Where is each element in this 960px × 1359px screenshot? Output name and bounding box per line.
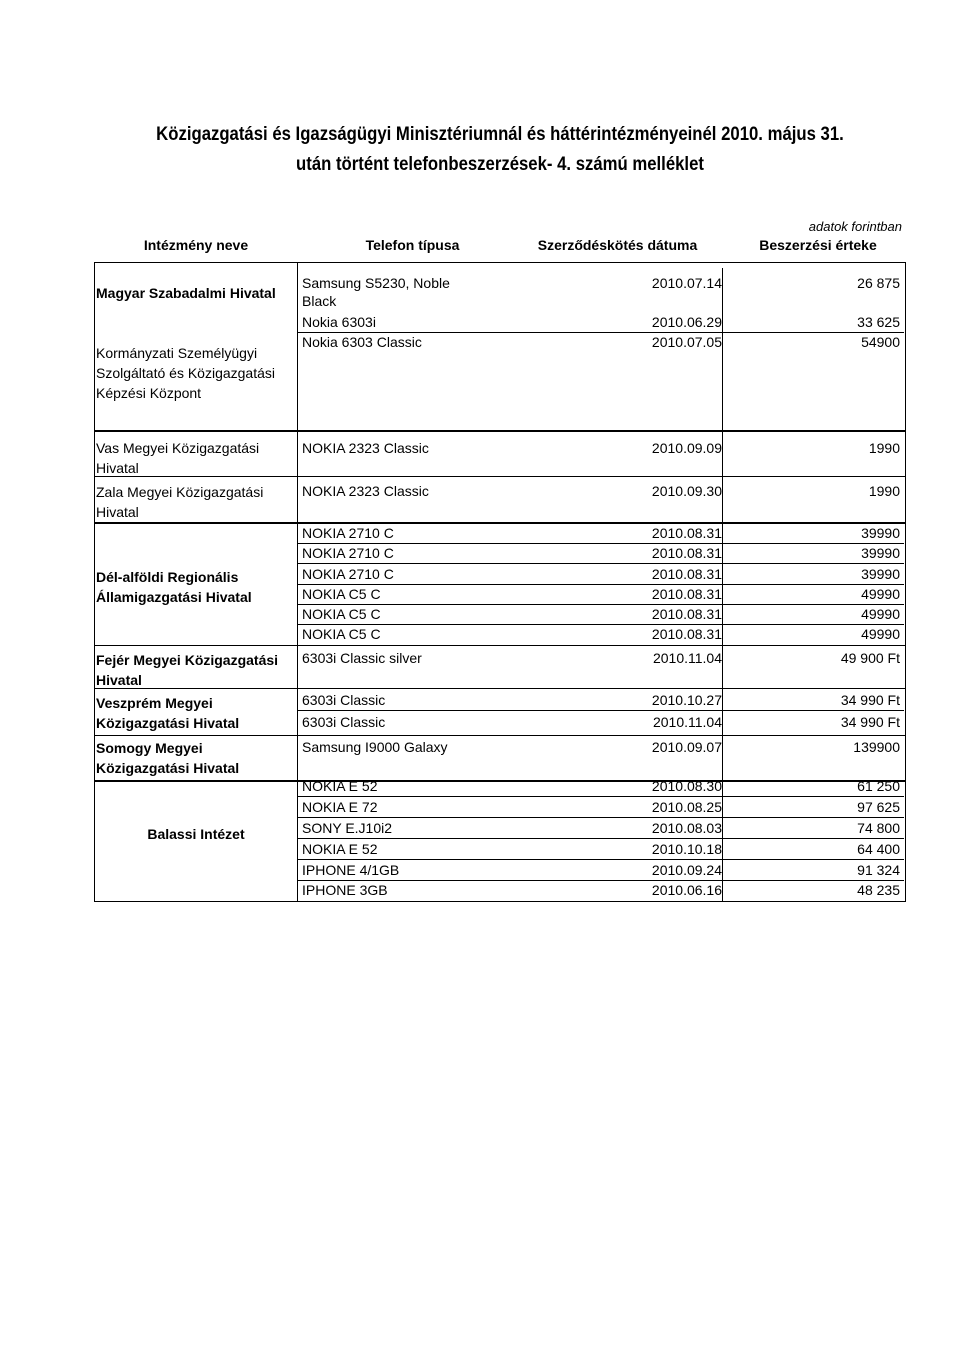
table-row <box>298 839 904 860</box>
institution-cell: Balassi Intézet <box>147 826 245 842</box>
contract-date-cell: 2010.08.31 <box>651 566 722 582</box>
contract-date-cell: 2010.09.24 <box>651 862 722 878</box>
table-row <box>298 624 904 644</box>
phone-type-cell: Samsung S5230, Noble <box>302 275 450 291</box>
table-row <box>298 712 904 732</box>
table-row <box>298 481 904 501</box>
document-title-line2: után történt telefonbeszerzések- 4. számú melléklet <box>296 154 704 175</box>
institution-cell: Magyar Szabadalmi Hivatal <box>96 285 276 301</box>
phone-type-cell: 6303i Classic silver <box>302 650 422 666</box>
contract-date-cell: 2010.11.04 <box>652 650 722 666</box>
value-cell: 61 250 <box>857 778 900 794</box>
table-row <box>298 860 904 881</box>
header-institution: Intézmény neve <box>143 237 249 253</box>
phone-type-cell: IPHONE 3GB <box>302 882 388 898</box>
table-row <box>298 776 904 797</box>
value-cell: 54900 <box>861 334 900 350</box>
phone-type-cell: 6303i Classic <box>302 692 386 708</box>
contract-date-cell: 2010.07.14 <box>651 275 722 291</box>
value-cell: 64 400 <box>857 841 900 857</box>
document-title-line1: Közigazgatási és Igazságügyi Minisztériumnál és háttérintézményeinél 2010. május 31. <box>156 124 844 145</box>
table-row <box>298 604 904 625</box>
value-cell: 139900 <box>853 739 900 755</box>
contract-date-cell: 2010.08.31 <box>651 606 722 622</box>
institution-cell: Dél-alföldi Regionális Államigazgatási Hivatal <box>96 569 252 605</box>
table-row <box>298 648 904 668</box>
value-cell: 26 875 <box>857 275 900 291</box>
value-cell: 33 625 <box>857 314 900 330</box>
value-cell: 49 900 Ft <box>840 650 900 666</box>
table-row <box>298 880 904 900</box>
phone-type-cell: NOKIA 2710 C <box>302 525 394 541</box>
contract-date-cell: 2010.09.09 <box>651 440 722 456</box>
contract-date-cell: 2010.10.27 <box>651 692 722 708</box>
table-row <box>298 523 904 544</box>
contract-date-cell: 2010.07.05 <box>651 334 722 350</box>
value-cell: 39990 <box>861 525 900 541</box>
value-cell: 39990 <box>861 545 900 561</box>
value-cell: 34 990 Ft <box>840 692 900 708</box>
unit-note: adatok forintban <box>808 219 902 234</box>
value-cell: 48 235 <box>857 882 900 898</box>
phone-type-cell: NOKIA 2710 C <box>302 566 394 582</box>
institution-cell: Fejér Megyei Közigazgatási Hivatal <box>96 652 279 688</box>
table-row <box>298 564 904 585</box>
institution-cell: Somogy Megyei Közigazgatási Hivatal <box>96 740 240 776</box>
table-row <box>298 818 904 839</box>
institution-cell: Vas Megyei Közigazgatási Hivatal <box>96 440 260 476</box>
contract-date-cell: 2010.08.31 <box>651 586 722 602</box>
phone-type-cell: 6303i Classic <box>302 714 386 730</box>
table-row <box>298 737 904 757</box>
table-row <box>298 438 904 458</box>
value-cell: 1990 <box>868 440 900 456</box>
value-cell: 97 625 <box>857 799 900 815</box>
contract-date-cell: 2010.11.04 <box>652 714 722 730</box>
phone-type-cell: NOKIA E 72 <box>302 799 378 815</box>
phone-type-cell: NOKIA C5 C <box>302 626 381 642</box>
phone-type-cell: SONY E.J10i2 <box>302 820 393 836</box>
phone-type-cell: Samsung I9000 Galaxy <box>302 739 448 755</box>
contract-date-cell: 2010.08.30 <box>651 778 722 794</box>
phone-type-cell: NOKIA 2323 Classic <box>302 483 429 499</box>
contract-date-cell: 2010.06.29 <box>651 314 722 330</box>
phone-type-cell: NOKIA 2710 C <box>302 545 394 561</box>
value-cell: 49990 <box>861 606 900 622</box>
institution-cell: Veszprém Megyei Közigazgatási Hivatal <box>96 695 240 731</box>
contract-date-cell: 2010.08.31 <box>651 626 722 642</box>
phone-type-cell: NOKIA 2323 Classic <box>302 440 429 456</box>
header-purchase-value: Beszerzési érteke <box>759 237 877 253</box>
block-divider <box>94 645 906 646</box>
contract-date-cell: 2010.09.30 <box>651 483 722 499</box>
phone-type-cell: Black <box>302 293 337 309</box>
contract-date-cell: 2010.08.25 <box>651 799 722 815</box>
phone-type-cell: IPHONE 4/1GB <box>302 862 400 878</box>
contract-date-cell: 2010.06.16 <box>651 882 722 898</box>
value-cell: 91 324 <box>857 862 900 878</box>
table-row <box>298 273 904 313</box>
header-phone-type: Telefon típusa <box>365 237 460 253</box>
value-cell: 49990 <box>861 586 900 602</box>
value-cell: 49990 <box>861 626 900 642</box>
phone-type-cell: NOKIA E 52 <box>302 778 378 794</box>
value-cell: 74 800 <box>857 820 900 836</box>
table-row <box>298 332 904 352</box>
value-cell: 39990 <box>861 566 900 582</box>
phone-type-cell: Nokia 6303 Classic <box>302 334 422 350</box>
block-divider <box>94 430 906 432</box>
contract-date-cell: 2010.08.31 <box>651 525 722 541</box>
contract-date-cell: 2010.09.07 <box>651 739 722 755</box>
table-row <box>298 543 904 564</box>
table-row <box>298 312 904 333</box>
institution-cell: Zala Megyei Közigazgatási Hivatal <box>96 484 264 520</box>
phone-type-cell: Nokia 6303i <box>302 314 376 330</box>
phone-type-cell: NOKIA E 52 <box>302 841 378 857</box>
block-divider <box>94 735 906 736</box>
contract-date-cell: 2010.08.03 <box>651 820 722 836</box>
value-cell: 34 990 Ft <box>840 714 900 730</box>
phone-type-cell: NOKIA C5 C <box>302 586 381 602</box>
contract-date-cell: 2010.10.18 <box>651 841 722 857</box>
table-row <box>298 584 904 605</box>
phone-type-cell: NOKIA C5 C <box>302 606 381 622</box>
institution-cell: Kormányzati Személyügyi Szolgáltató és Közigazgatási Képzési Központ <box>96 345 275 401</box>
contract-date-cell: 2010.08.31 <box>651 545 722 561</box>
value-cell: 1990 <box>868 483 900 499</box>
table-row <box>298 690 904 711</box>
table-row <box>298 797 904 818</box>
header-contract-date: Szerződéskötés dátuma <box>537 237 698 253</box>
